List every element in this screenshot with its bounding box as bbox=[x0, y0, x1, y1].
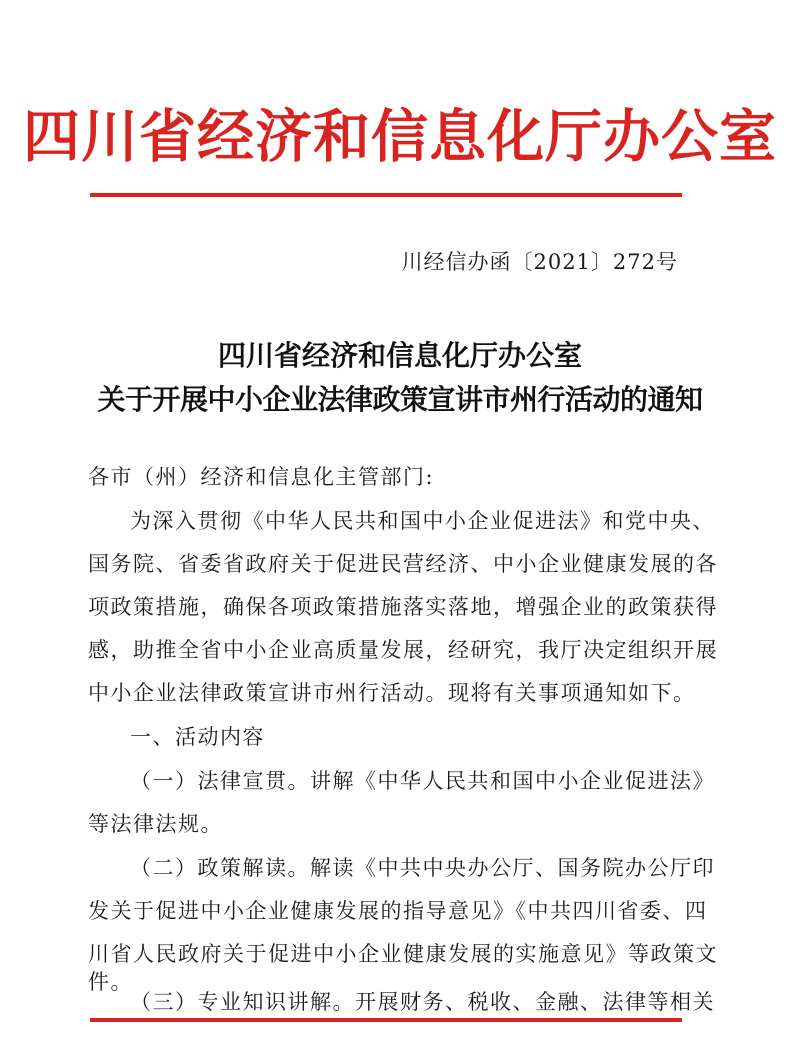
document-title-line-2: 关于开展中小企业法律政策宣讲市州行活动的通知 bbox=[97, 383, 703, 416]
salutation: 各市（州）经济和信息化主管部门: bbox=[88, 465, 435, 489]
intro-paragraph-line: 感，助推全省中小企业高质量发展，经研究，我厅决定组织开展 bbox=[88, 638, 718, 662]
intro-paragraph-line: 国务院、省委省政府关于促进民营经济、中小企业健康发展的各 bbox=[88, 552, 718, 576]
item-3-line: （三）专业知识讲解。开展财务、税收、金融、法律等相关 bbox=[130, 990, 715, 1014]
document-title-line-1: 四川省经济和信息化厅办公室 bbox=[217, 339, 582, 372]
item-1-line: （一）法律宣贯。讲解《中华人民共和国中小企业促进法》 bbox=[130, 769, 715, 793]
item-2-line: （二）政策解读。解读《中共中央办公厅、国务院办公厅印 bbox=[130, 856, 715, 880]
document-number: 川经信办函〔2021〕272号 bbox=[401, 250, 678, 274]
intro-paragraph-line: 为深入贯彻《中华人民共和国中小企业促进法》和党中央、 bbox=[130, 509, 715, 533]
section-heading: 一、活动内容 bbox=[130, 725, 265, 749]
letterhead-red-rule bbox=[90, 193, 682, 197]
intro-paragraph-line: 中小企业法律政策宣讲市州行活动。现将有关事项通知如下。 bbox=[88, 681, 696, 705]
item-2-line: 川省人民政府关于促进中小企业健康发展的实施意见》等政策文 bbox=[88, 942, 718, 966]
letterhead-org-name: 四川省经济和信息化厅办公室 bbox=[23, 103, 777, 170]
item-1-line: 等法律法规。 bbox=[88, 812, 223, 836]
footer-red-rule bbox=[90, 1018, 682, 1022]
intro-paragraph-line: 项政策措施，确保各项政策措施落实落地，增强企业的政策获得 bbox=[88, 595, 718, 619]
item-2-line: 发关于促进中小企业健康发展的指导意见》《中共四川省委、四 bbox=[88, 899, 708, 923]
item-2-line: 件。 bbox=[88, 970, 133, 994]
